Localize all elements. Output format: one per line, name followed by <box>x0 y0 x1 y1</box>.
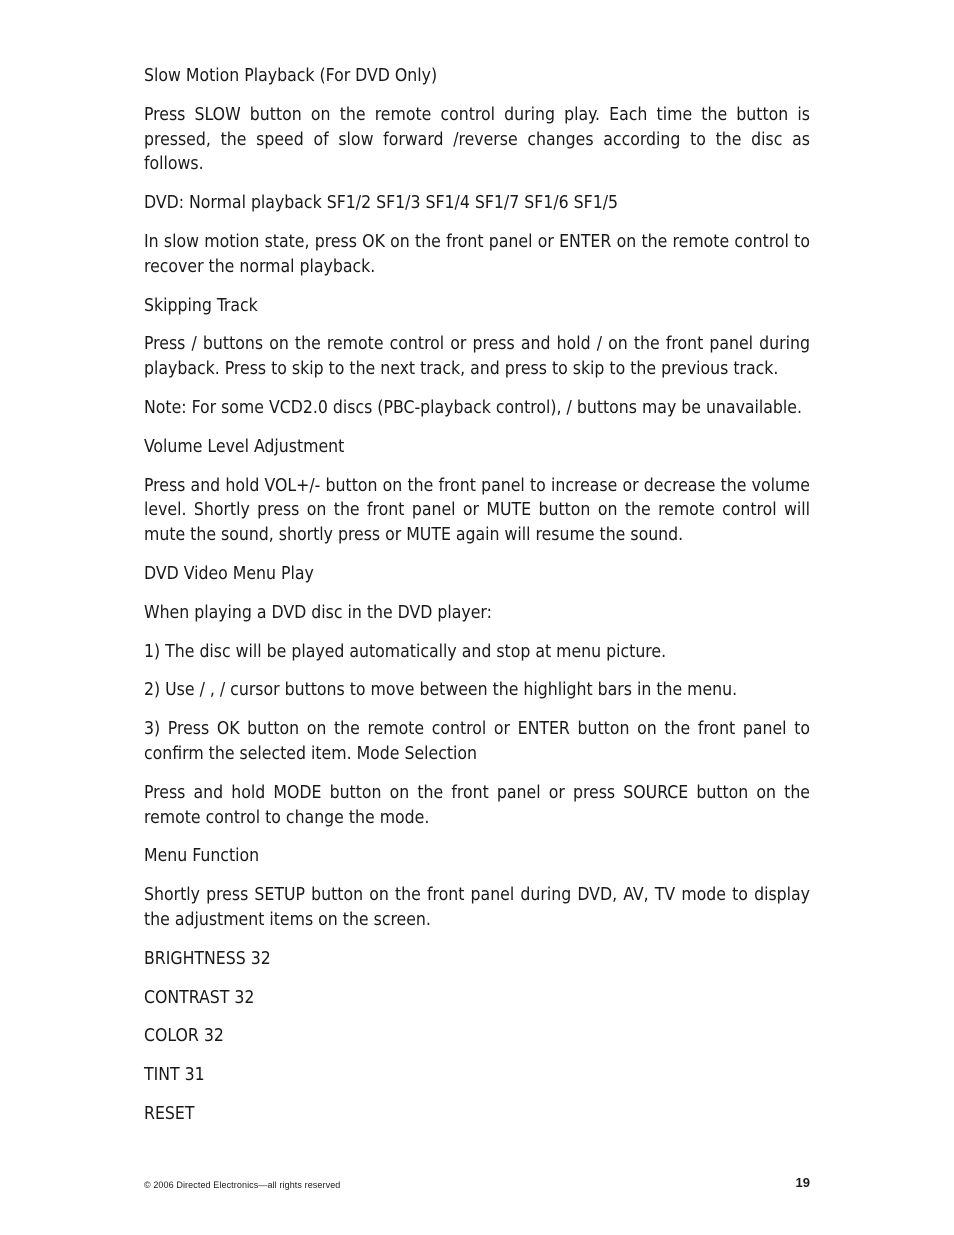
footer-copyright: © 2006 Directed Electronics—all rights reserved <box>144 1180 341 1190</box>
menu-function-paragraph: Shortly press SETUP button on the front panel during DVD, AV, TV mode to display the adjustment items on the screen. <box>144 885 810 930</box>
skipping-track-paragraph: Press / buttons on the remote control or press and hold / on the front panel during playback. Press to skip to the next track, and press to skip to the previous track. <box>144 334 810 380</box>
dvd-menu-intro: When playing a DVD disc in the DVD player: <box>144 602 492 623</box>
slow-motion-paragraph: Press SLOW button on the remote control during play. Each time the button is pressed, the speed of slow forward /reverse changes according to the disc as follows. <box>144 104 810 175</box>
manual-page-body <box>144 64 810 1141</box>
skipping-track-heading: Skipping Track <box>144 295 258 316</box>
setting-tint: TINT 31 <box>144 1065 205 1086</box>
mode-selection-paragraph: Press and hold MODE button on the front panel or press SOURCE button on the remote control to change the mode. <box>144 782 810 828</box>
setting-color: COLOR 32 <box>144 1026 224 1047</box>
dvd-menu-step-1: 1) The disc will be played automatically and stop at menu picture. <box>144 641 667 662</box>
dvd-menu-step-3: 3) Press OK button on the remote control or ENTER button on the front panel to confirm the selected item. Mode Selection <box>144 719 810 764</box>
volume-paragraph: Press and hold VOL+/- button on the front panel to increase or decrease the volume level. Shortly press on the front panel or MUTE button on the remote control will mute the sound, shortly press or MUTE again will resume the sound. <box>144 475 810 546</box>
setting-contrast: CONTRAST 32 <box>144 987 255 1008</box>
slow-motion-heading: Slow Motion Playback (For DVD Only) <box>144 66 438 86</box>
setting-brightness: BRIGHTNESS 32 <box>144 948 271 969</box>
dvd-menu-step-2: 2) Use / , / cursor buttons to move between the highlight bars in the menu. <box>144 680 738 701</box>
menu-function-heading: Menu Function <box>144 846 260 867</box>
volume-heading: Volume Level Adjustment <box>144 436 345 457</box>
setting-reset: RESET <box>144 1103 195 1124</box>
page-number: 19 <box>795 1175 810 1190</box>
dvd-menu-heading: DVD Video Menu Play <box>144 563 314 584</box>
slow-motion-recover-paragraph: In slow motion state, press OK on the front panel or ENTER on the remote control to recover the normal playback. <box>144 231 810 277</box>
skipping-track-note: Note: For some VCD2.0 discs (PBC-playback control), / buttons may be unavailable. <box>144 397 802 418</box>
slow-motion-speeds: DVD: Normal playback SF1/2 SF1/3 SF1/4 SF1/7 SF1/6 SF1/5 <box>144 193 619 214</box>
